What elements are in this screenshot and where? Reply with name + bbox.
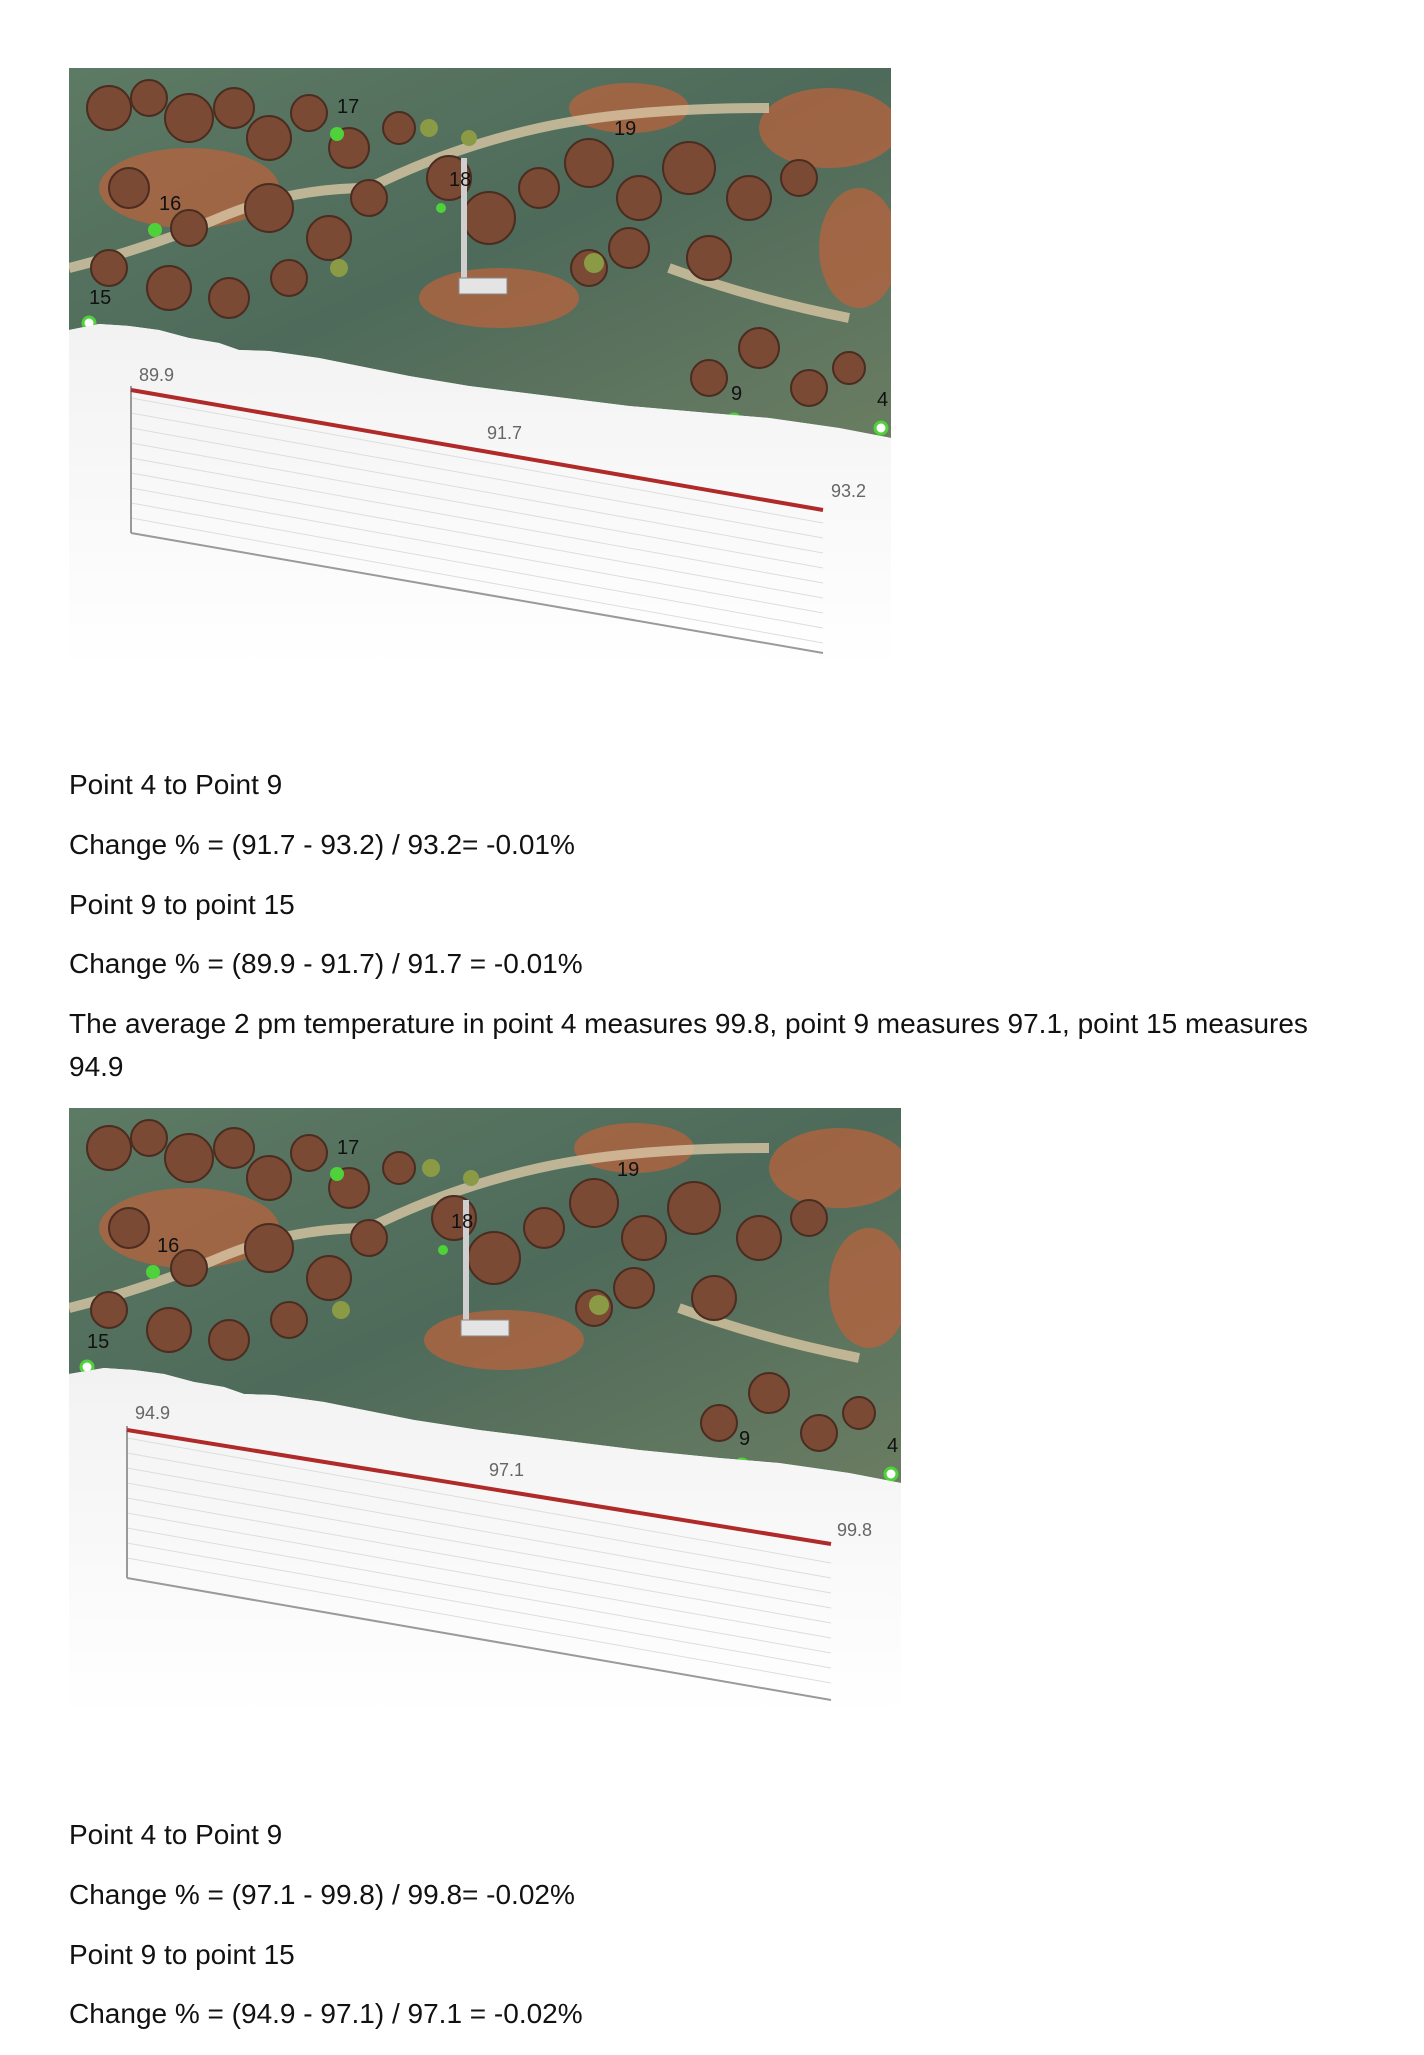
elevation-label: 99.8 bbox=[837, 1520, 873, 1540]
point-label: 19 bbox=[614, 118, 637, 140]
terrain-map-3d bbox=[69, 1108, 901, 1716]
point-label: 18 bbox=[451, 1211, 474, 1233]
dock-platform bbox=[459, 278, 507, 294]
text-line: Point 9 to point 15 bbox=[69, 889, 295, 920]
point-label: 4 bbox=[887, 1435, 899, 1457]
point-label: 19 bbox=[617, 1159, 640, 1181]
point-marker-17 bbox=[330, 127, 344, 141]
point-label: 16 bbox=[157, 1235, 180, 1257]
text-line: Point 4 to Point 9 bbox=[69, 769, 283, 800]
elevation-label: 93.2 bbox=[831, 481, 867, 501]
text-line: Point 4 to Point 9 bbox=[69, 1819, 283, 1850]
point-marker-4 bbox=[875, 422, 887, 434]
elevation-label: 89.9 bbox=[139, 365, 175, 385]
terrain-profile-figure-1 bbox=[69, 68, 891, 668]
terrain-map-3d bbox=[69, 68, 891, 668]
point-label: 9 bbox=[739, 1428, 751, 1450]
point-marker-17 bbox=[330, 1167, 344, 1181]
text-line: Change % = (91.7 - 93.2) / 93.2= -0.01% bbox=[69, 829, 575, 860]
point-label: 4 bbox=[877, 389, 889, 411]
text-line: Change % = (97.1 - 99.8) / 99.8= -0.02% bbox=[69, 1879, 575, 1910]
text-line: Change % = (89.9 - 91.7) / 91.7 = -0.01% bbox=[69, 948, 583, 979]
text-line: Change % = (94.9 - 97.1) / 97.1 = -0.02% bbox=[69, 1998, 583, 2029]
point-marker-4 bbox=[885, 1468, 897, 1480]
text-line: Point 9 to point 15 bbox=[69, 1939, 295, 1970]
point-label: 15 bbox=[87, 1331, 110, 1353]
point-label: 15 bbox=[89, 287, 112, 309]
elevation-label: 97.1 bbox=[489, 1460, 525, 1480]
point-label: 9 bbox=[731, 383, 743, 405]
dock-platform bbox=[461, 1320, 509, 1336]
point-marker-16 bbox=[148, 223, 162, 237]
point-marker-16 bbox=[146, 1265, 160, 1279]
elevation-label: 94.9 bbox=[135, 1403, 171, 1423]
point-label: 17 bbox=[337, 96, 360, 118]
elevation-label: 91.7 bbox=[487, 423, 523, 443]
point-label: 16 bbox=[159, 193, 182, 215]
point-marker-18 bbox=[436, 203, 446, 213]
text-paragraph: The average 2 pm temperature in point 4 measures 99.8, point 9 measures 97.1, point 15 measures 94.9 bbox=[69, 1008, 1308, 1082]
point-marker-18 bbox=[438, 1245, 448, 1255]
terrain-profile-figure-2 bbox=[69, 1108, 901, 1716]
point-label: 18 bbox=[449, 169, 472, 191]
point-label: 17 bbox=[337, 1137, 360, 1159]
